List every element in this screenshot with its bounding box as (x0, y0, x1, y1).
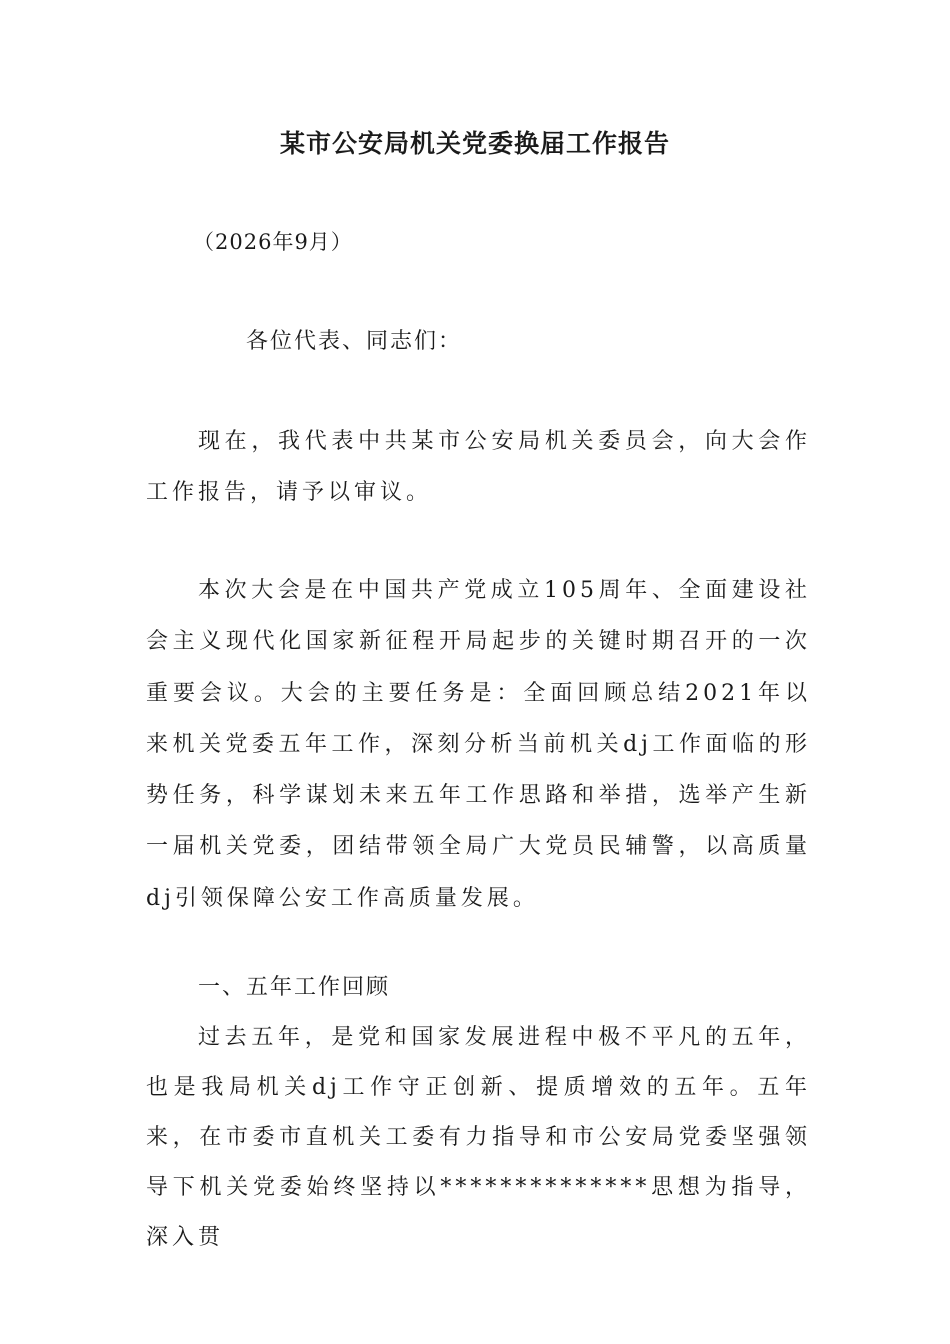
paragraph-meeting-purpose: 本次大会是在中国共产党成立105周年、全面建设社会主义现代化国家新征程开局起步的关键时期召开的一次重要会议。大会的主要任务是：全面回顾总结2021年以来机关党委五年工作，深刻分析当前机关dj工作面临的形势任务，科学谋划未来五年工作思路和举措，选举产生新一届机关党委，团结带领全局广大党员民辅警，以高质量dj引领保障公安工作高质量发展。 (146, 578, 811, 911)
salutation: 各位代表、同志们： (246, 329, 463, 354)
document-date: （2026年9月） (193, 230, 353, 254)
paragraph-review: 过去五年，是党和国家发展进程中极不平凡的五年，也是我局机关dj工作守正创新、提质增效的五年。五年来，在市委市直机关工委有力指导和市公安局党委坚强领导下机关党委始终坚持以**************思想为指导，深入贯 (146, 1025, 811, 1250)
document-title: 某市公安局机关党委换届工作报告 (279, 129, 670, 158)
paragraph-intro: 现在，我代表中共某市公安局机关委员会，向大会作工作报告，请予以审议。 (146, 429, 811, 506)
section-heading: 一、五年工作回顾 (198, 975, 391, 1000)
